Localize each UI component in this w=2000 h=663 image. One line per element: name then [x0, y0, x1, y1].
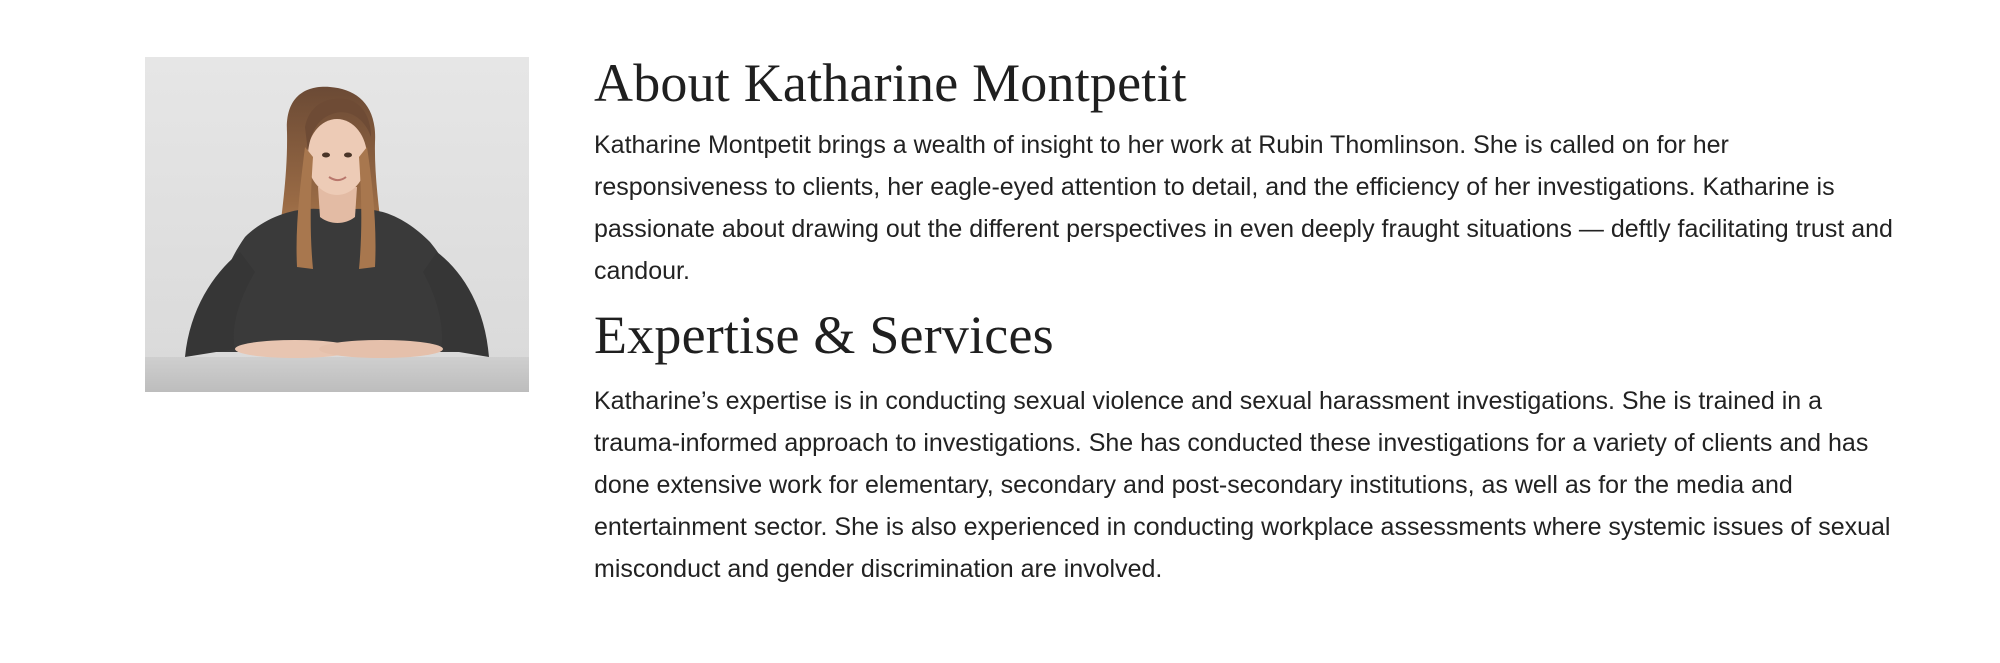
- portrait-image: [145, 57, 529, 392]
- profile-photo: [145, 57, 529, 392]
- about-heading: About Katharine Montpetit: [594, 53, 1187, 113]
- expertise-heading: Expertise & Services: [594, 305, 1054, 365]
- expertise-paragraph: Katharine’s expertise is in conducting sexual violence and sexual harassment investigations. She is trained in a trauma-informed approach to investigations. She has conducted these investigations for a variety of clients and has done extensive work for elementary, secondary and post-secondary institutions, as well as for the media and entertainment sector. She is also experienced in conducting workplace assessments where systemic issues of sexual misconduct and gender discrimination are involved.: [594, 387, 1891, 583]
- about-paragraph: Katharine Montpetit brings a wealth of insight to her work at Rubin Thomlinson. She is called on for her responsiveness to clients, her eagle-eyed attention to detail, and the efficiency of her investigations. Katharine is passionate about drawing out the different perspectives in even deeply fraught situations — deftly facilitating trust and candour.: [594, 131, 1893, 285]
- profile-content: [594, 52, 1894, 590]
